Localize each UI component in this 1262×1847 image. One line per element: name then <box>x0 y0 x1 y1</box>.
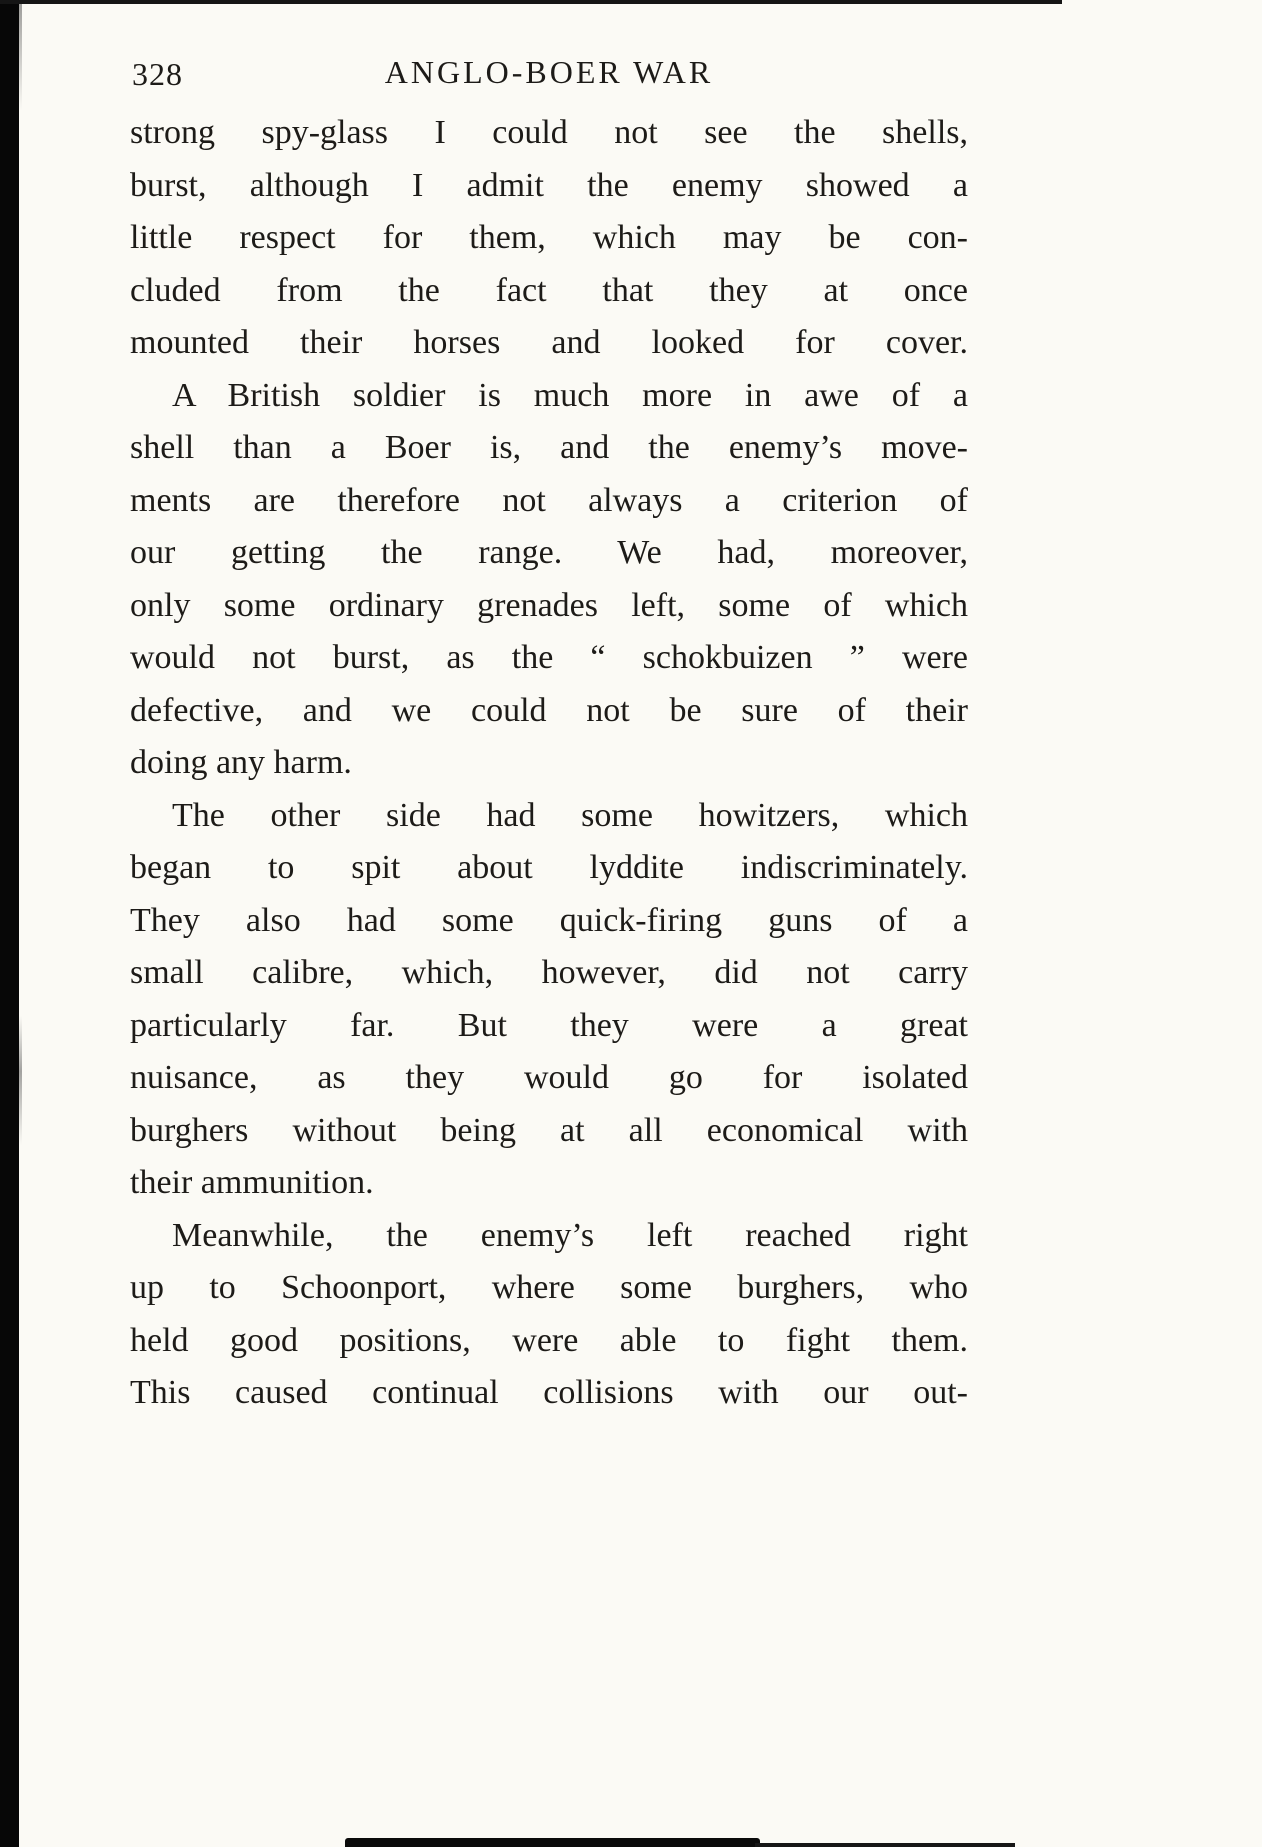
text-line: began to spit about lyddite indiscriminately. <box>130 849 968 886</box>
text-line: small calibre, which, however, did not carry <box>130 954 968 991</box>
text-line: ments are therefore not always a criterion of <box>130 481 968 519</box>
text-line: The other side had some howitzers, which <box>172 796 968 834</box>
top-edge-artifact <box>0 0 1062 4</box>
page-header <box>130 46 968 104</box>
text-line: burst, although I admit the enemy showed a <box>130 166 968 204</box>
text-line: our getting the range. We had, moreover, <box>130 534 968 571</box>
text-line: This caused continual collisions with our out- <box>130 1374 968 1411</box>
page-number: 328 <box>132 56 183 92</box>
text-line: cluded from the fact that they at once <box>130 271 968 309</box>
bottom-smudge-artifact <box>345 1838 760 1847</box>
paragraph <box>130 370 968 790</box>
text-line: would not burst, as the “ schokbuizen ” were <box>130 639 968 676</box>
text-line: little respect for them, which may be con- <box>130 219 968 256</box>
text-line: doing any harm. <box>130 744 352 781</box>
running-title: ANGLO-BOER WAR <box>384 54 714 90</box>
text-line: Meanwhile, the enemy’s left reached right <box>172 1216 968 1254</box>
bottom-smudge-thin-artifact <box>755 1843 1015 1847</box>
text-line: nuisance, as they would go for isolated <box>130 1059 968 1096</box>
text-line: A British soldier is much more in awe of a <box>172 376 968 414</box>
text-column <box>130 46 968 1420</box>
text-line: particularly far. But they were a great <box>130 1006 968 1044</box>
page-text <box>130 107 968 1420</box>
paragraph <box>130 107 968 370</box>
text-line: strong spy-glass I could not see the shells, <box>130 114 968 151</box>
paragraph <box>130 1210 968 1420</box>
text-line: defective, and we could not be sure of their <box>130 691 968 729</box>
text-line: shell than a Boer is, and the enemy’s move- <box>130 429 968 466</box>
paragraph <box>130 790 968 1210</box>
text-line: They also had some quick-firing guns of a <box>130 901 968 939</box>
text-line: up to Schoonport, where some burghers, who <box>130 1269 968 1306</box>
text-line: mounted their horses and looked for cover. <box>130 324 968 361</box>
text-line: only some ordinary grenades left, some of which <box>130 586 968 624</box>
text-line: burghers without being at all economical with <box>130 1111 968 1149</box>
text-line: their ammunition. <box>130 1164 374 1201</box>
left-binding-artifact <box>0 0 19 1847</box>
text-line: held good positions, were able to fight them. <box>130 1321 968 1359</box>
